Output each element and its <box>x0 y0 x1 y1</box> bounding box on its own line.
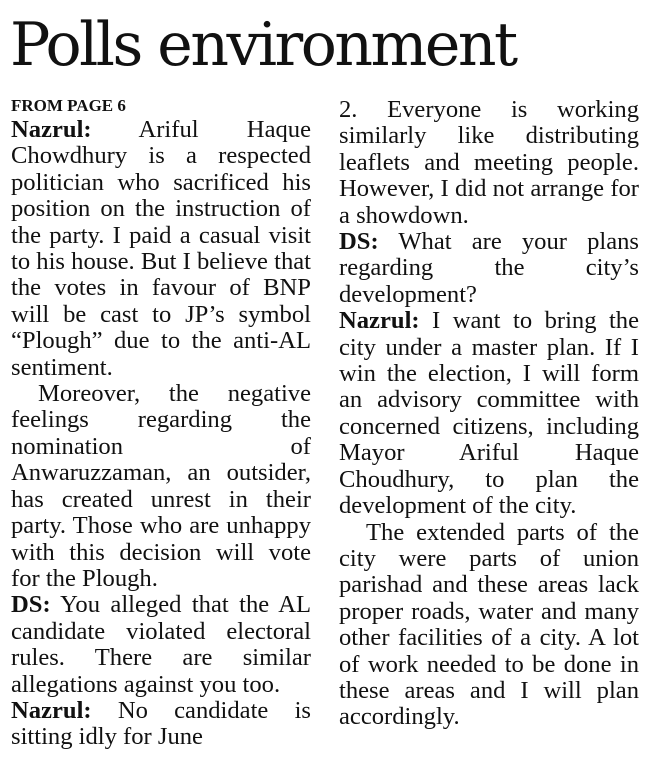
speaker-label: Nazrul: <box>11 116 92 143</box>
paragraph-text: You alleged that the AL candidate violated electoral rules. There are similar allegations against you too. <box>11 591 311 698</box>
answer-paragraph <box>339 308 639 519</box>
paragraph-text: 2. Everyone is working similarly like distributing leaflets and meeting people. However, I did not arrange for a showdown. <box>339 96 639 229</box>
article-column-left <box>11 96 311 751</box>
speaker-label: Nazrul: <box>339 307 420 335</box>
answer-paragraph <box>11 698 311 751</box>
paragraph-text: The extended parts of the city were parts of union parishad and these areas lack proper roads, water and many other facilities of a city. A lot of work needed to be done in these areas and I will plan accordingly. <box>339 518 639 731</box>
speaker-label: Nazrul: <box>11 696 92 724</box>
headline: Polls environment <box>10 10 516 80</box>
answer-paragraph <box>11 381 311 592</box>
paragraph-text: No candidate is sitting idly for June <box>11 696 311 751</box>
continued-from-label: FROM PAGE 6 <box>11 96 126 115</box>
paragraph-text: What are your plans regarding the city’s development? <box>339 228 639 308</box>
paragraph-text: I want to bring the city under a master plan. If I win the election, I will form an advisory committee with concerned citizens, including Mayor Ariful Haque Choudhury, to plan the development of the city. <box>339 307 639 520</box>
answer-paragraph <box>339 520 639 731</box>
answer-paragraph <box>339 97 639 229</box>
article-column-right <box>339 97 639 731</box>
question-paragraph <box>339 229 639 308</box>
speaker-label: DS: <box>339 228 379 256</box>
answer-paragraph <box>11 117 311 381</box>
paragraph-text: Moreover, the negative feelings regarding the nomination of Anwaruzzaman, an outsider, has created unrest in their party. Those who are unhappy with this decision will vote for the Plough. <box>11 380 311 592</box>
speaker-label: DS: <box>11 591 51 619</box>
question-paragraph <box>11 592 311 698</box>
paragraph-text: Ariful Haque Chowdhury is a respected politician who sacrificed his position on the instruction of the party. I paid a casual visit to his house. But I believe that the votes in favour of BNP will be cast to JP’s symbol “Plough” due to the anti-AL sentiment. <box>11 116 311 381</box>
